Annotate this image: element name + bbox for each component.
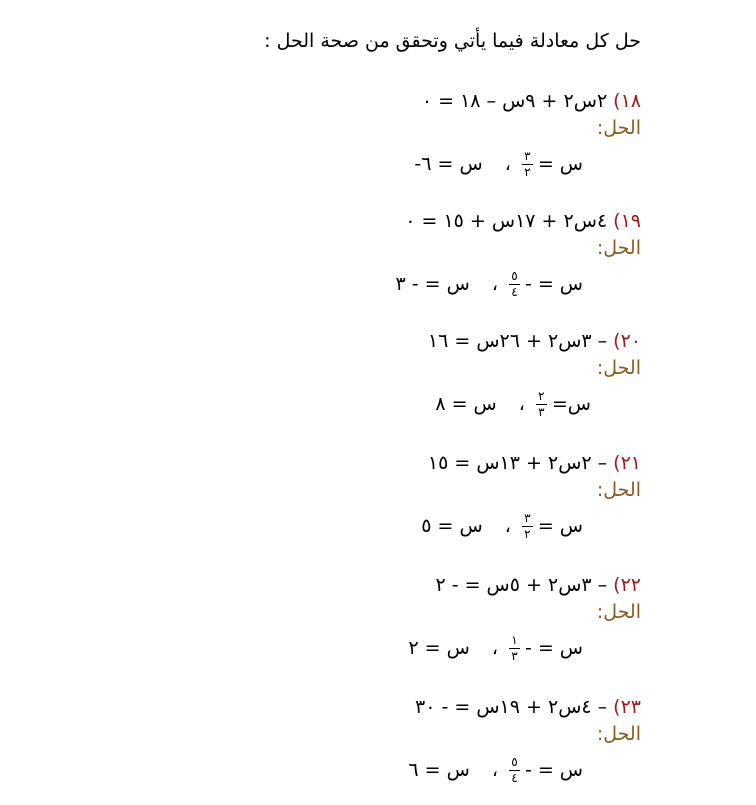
solution-line (408, 626, 583, 670)
root1-prefix: س = (537, 153, 583, 175)
fraction-denominator: ٣ (538, 404, 545, 419)
instruction-text: حل كل معادلة فيما يأتي وتحقق من صحة الحل : (264, 30, 641, 52)
fraction-denominator: ٤ (511, 284, 518, 299)
equation (435, 572, 641, 598)
root1-prefix: س = (537, 273, 583, 295)
solution-line (396, 262, 583, 306)
root1-prefix: س = (537, 515, 583, 537)
equation-text: – ٢س٢ + ١٣س = ١٥ (427, 452, 608, 474)
solution-line (408, 748, 583, 792)
separator-comma: ، (491, 273, 498, 295)
equation-text: – ٣س٢ + ٥س = - ٢ (435, 574, 608, 596)
root1-sign: - (524, 759, 532, 781)
problem-number: ٢٠) (613, 330, 641, 352)
solution-line (421, 504, 583, 548)
problem-number: ٢٣) (613, 696, 641, 718)
problem-18 (311, 88, 641, 198)
root1-fraction (509, 634, 520, 663)
separator-comma: ، (504, 153, 511, 175)
problem-23 (311, 694, 641, 804)
fraction-numerator: ٣ (524, 148, 531, 163)
root2: س = ٦ (408, 759, 470, 781)
equation-text: ٤س٢ + ١٧س + ١٥ = ٠ (405, 210, 608, 232)
solution-line (414, 142, 583, 186)
fraction-numerator: ٥ (511, 268, 518, 283)
equation (415, 694, 641, 720)
problem-number: ٢٢) (613, 574, 641, 596)
problem-21 (311, 450, 641, 560)
root1-prefix: س = (537, 637, 583, 659)
fraction-denominator: ٤ (511, 770, 518, 785)
problem-20 (311, 328, 641, 438)
solution-line (435, 382, 591, 426)
root1-sign: - (524, 273, 532, 295)
equation-text: – ٣س٢ + ٢٦س = ١٦ (427, 330, 608, 352)
root1-fraction (536, 390, 547, 419)
equation (428, 328, 641, 354)
problem-number: ١٨) (613, 90, 641, 112)
problem-22 (311, 572, 641, 682)
separator-comma: ، (504, 515, 511, 537)
fraction-denominator: ٢ (524, 526, 531, 541)
fraction-numerator: ١ (511, 632, 518, 647)
problem-19 (311, 208, 641, 318)
solution-label: الحل: (596, 237, 641, 259)
solution-label: الحل: (596, 117, 641, 139)
root2: س = ٢ (408, 637, 470, 659)
equation-text: – ٤س٢ + ١٩س = - ٣٠ (415, 696, 608, 718)
separator-comma: ، (491, 759, 498, 781)
fraction-denominator: ٣ (511, 648, 518, 663)
root2: س = ٦- (414, 153, 483, 175)
solution-label: الحل: (596, 357, 641, 379)
solution-label: الحل: (596, 479, 641, 501)
root1-prefix: س= (551, 393, 591, 415)
root1-fraction (522, 150, 533, 179)
equation (405, 208, 641, 234)
separator-comma: ، (518, 393, 525, 415)
root2: س = - ٣ (395, 273, 470, 295)
fraction-denominator: ٢ (524, 164, 531, 179)
separator-comma: ، (491, 637, 498, 659)
root1-fraction (509, 756, 520, 785)
problem-number: ١٩) (613, 210, 641, 232)
root1-fraction (509, 270, 520, 299)
root1-prefix: س = (537, 759, 583, 781)
root2: س = ٨ (435, 393, 497, 415)
fraction-numerator: ٥ (511, 754, 518, 769)
root1-fraction (522, 512, 533, 541)
root1-sign: - (524, 637, 532, 659)
root2: س = ٥ (421, 515, 483, 537)
fraction-numerator: ٣ (524, 510, 531, 525)
equation-text: ٢س٢ + ٩س – ١٨ = ٠ (421, 90, 608, 112)
equation (428, 450, 641, 476)
equation (422, 88, 641, 114)
problem-number: ٢١) (613, 452, 641, 474)
fraction-numerator: ٢ (538, 388, 545, 403)
solution-label: الحل: (596, 601, 641, 623)
solution-label: الحل: (596, 723, 641, 745)
